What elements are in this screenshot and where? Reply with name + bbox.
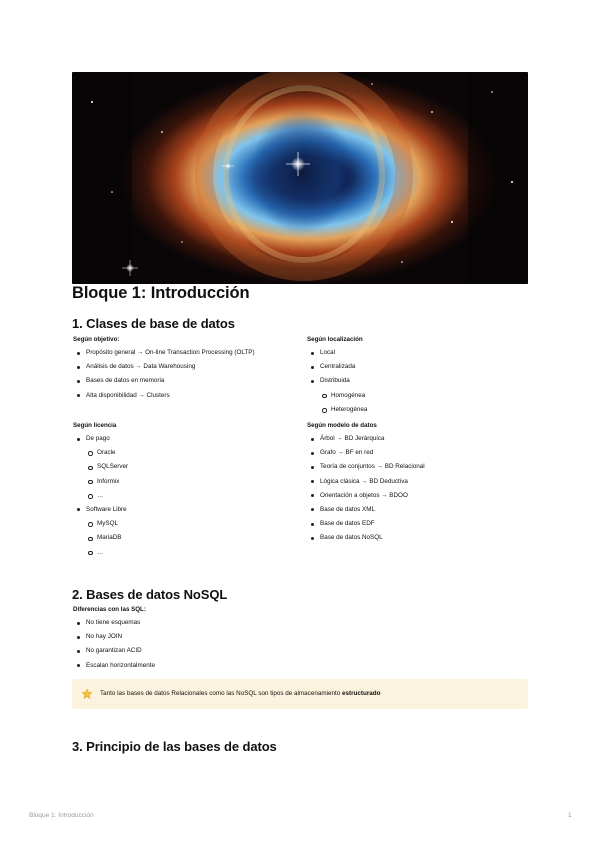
list-subitem: Oracle <box>73 446 293 460</box>
list-subitem: MySQL <box>73 517 293 531</box>
list-item: Escalan horizontalmente <box>73 659 293 673</box>
list-objetivo <box>73 346 293 403</box>
list-subitem: SQLServer <box>73 460 293 474</box>
list-item: Grafo → BF en red <box>307 446 527 460</box>
subheading-diferencias: Diferencias con las SQL: <box>73 606 146 613</box>
section-heading-nosql: 2. Bases de datos NoSQL <box>72 587 228 602</box>
list-subitem: MariaDB <box>73 531 293 545</box>
list-item: Lógica clásica → BD Deductiva <box>307 475 527 489</box>
list-item: Base de datos NoSQL <box>307 531 527 545</box>
callout-text-main: Tanto las bases de datos Relacionales como las NoSQL son tipos de almacenamiento <box>100 690 341 697</box>
list-subitem: Heterogénea <box>307 403 527 417</box>
list-item: Teoría de conjuntos → BD Relacional <box>307 460 527 474</box>
list-item: No hay JOIN <box>73 630 293 644</box>
footer-doc-title: Bloque 1: Introducción <box>29 812 94 819</box>
subheading-modelo: Según modelo de datos <box>307 422 377 429</box>
list-item: Centralizada <box>307 360 527 374</box>
list-item: Árbol → BD Jerárquica <box>307 432 527 446</box>
list-item: Base de datos XML <box>307 503 527 517</box>
page-title: Bloque 1: Introducción <box>72 284 250 302</box>
list-item: De pago <box>73 432 293 446</box>
list-item: Propósito general → On-line Transaction Processing (OLTP) <box>73 346 293 360</box>
callout-text-bold: estructurado <box>342 690 381 697</box>
section-heading-principio: 3. Principio de las bases de datos <box>72 739 277 754</box>
list-item: Análisis de datos → Data Warehousing <box>73 360 293 374</box>
nebula-illustration <box>72 72 528 284</box>
list-localizacion <box>307 346 527 417</box>
list-subitem: … <box>73 546 293 560</box>
subheading-objetivo: Según objetivo: <box>73 336 120 343</box>
section-heading-clases: 1. Clases de base de datos <box>72 316 235 331</box>
list-item: No garantizan ACID <box>73 644 293 658</box>
list-modelo <box>307 432 527 546</box>
list-item: Local <box>307 346 527 360</box>
callout-box <box>72 679 528 709</box>
column-objetivo <box>73 334 293 403</box>
list-subitem: Informix <box>73 475 293 489</box>
list-item: Software Libre <box>73 503 293 517</box>
cover-image <box>72 72 528 284</box>
footer-page-number: 1 <box>568 812 572 819</box>
star-icon <box>81 688 93 700</box>
column-licencia <box>73 420 293 560</box>
column-nosql <box>73 604 293 673</box>
list-item: Bases de datos en memoria <box>73 374 293 388</box>
list-item: Alta disponibilidad → Clusters <box>73 389 293 403</box>
list-item: Distribuida <box>307 374 527 388</box>
list-subitem: … <box>73 489 293 503</box>
list-licencia <box>73 432 293 560</box>
subheading-localizacion: Según localización <box>307 336 363 343</box>
list-subitem: Homogénea <box>307 389 527 403</box>
list-item: Orientación a objetos → BDOO <box>307 489 527 503</box>
list-item: Base de datos EDF <box>307 517 527 531</box>
column-modelo <box>307 420 527 546</box>
list-item: No tiene esquemas <box>73 616 293 630</box>
callout-text <box>100 679 381 709</box>
list-diferencias <box>73 616 293 673</box>
subheading-licencia: Según licencia <box>73 422 117 429</box>
column-localizacion <box>307 334 527 417</box>
